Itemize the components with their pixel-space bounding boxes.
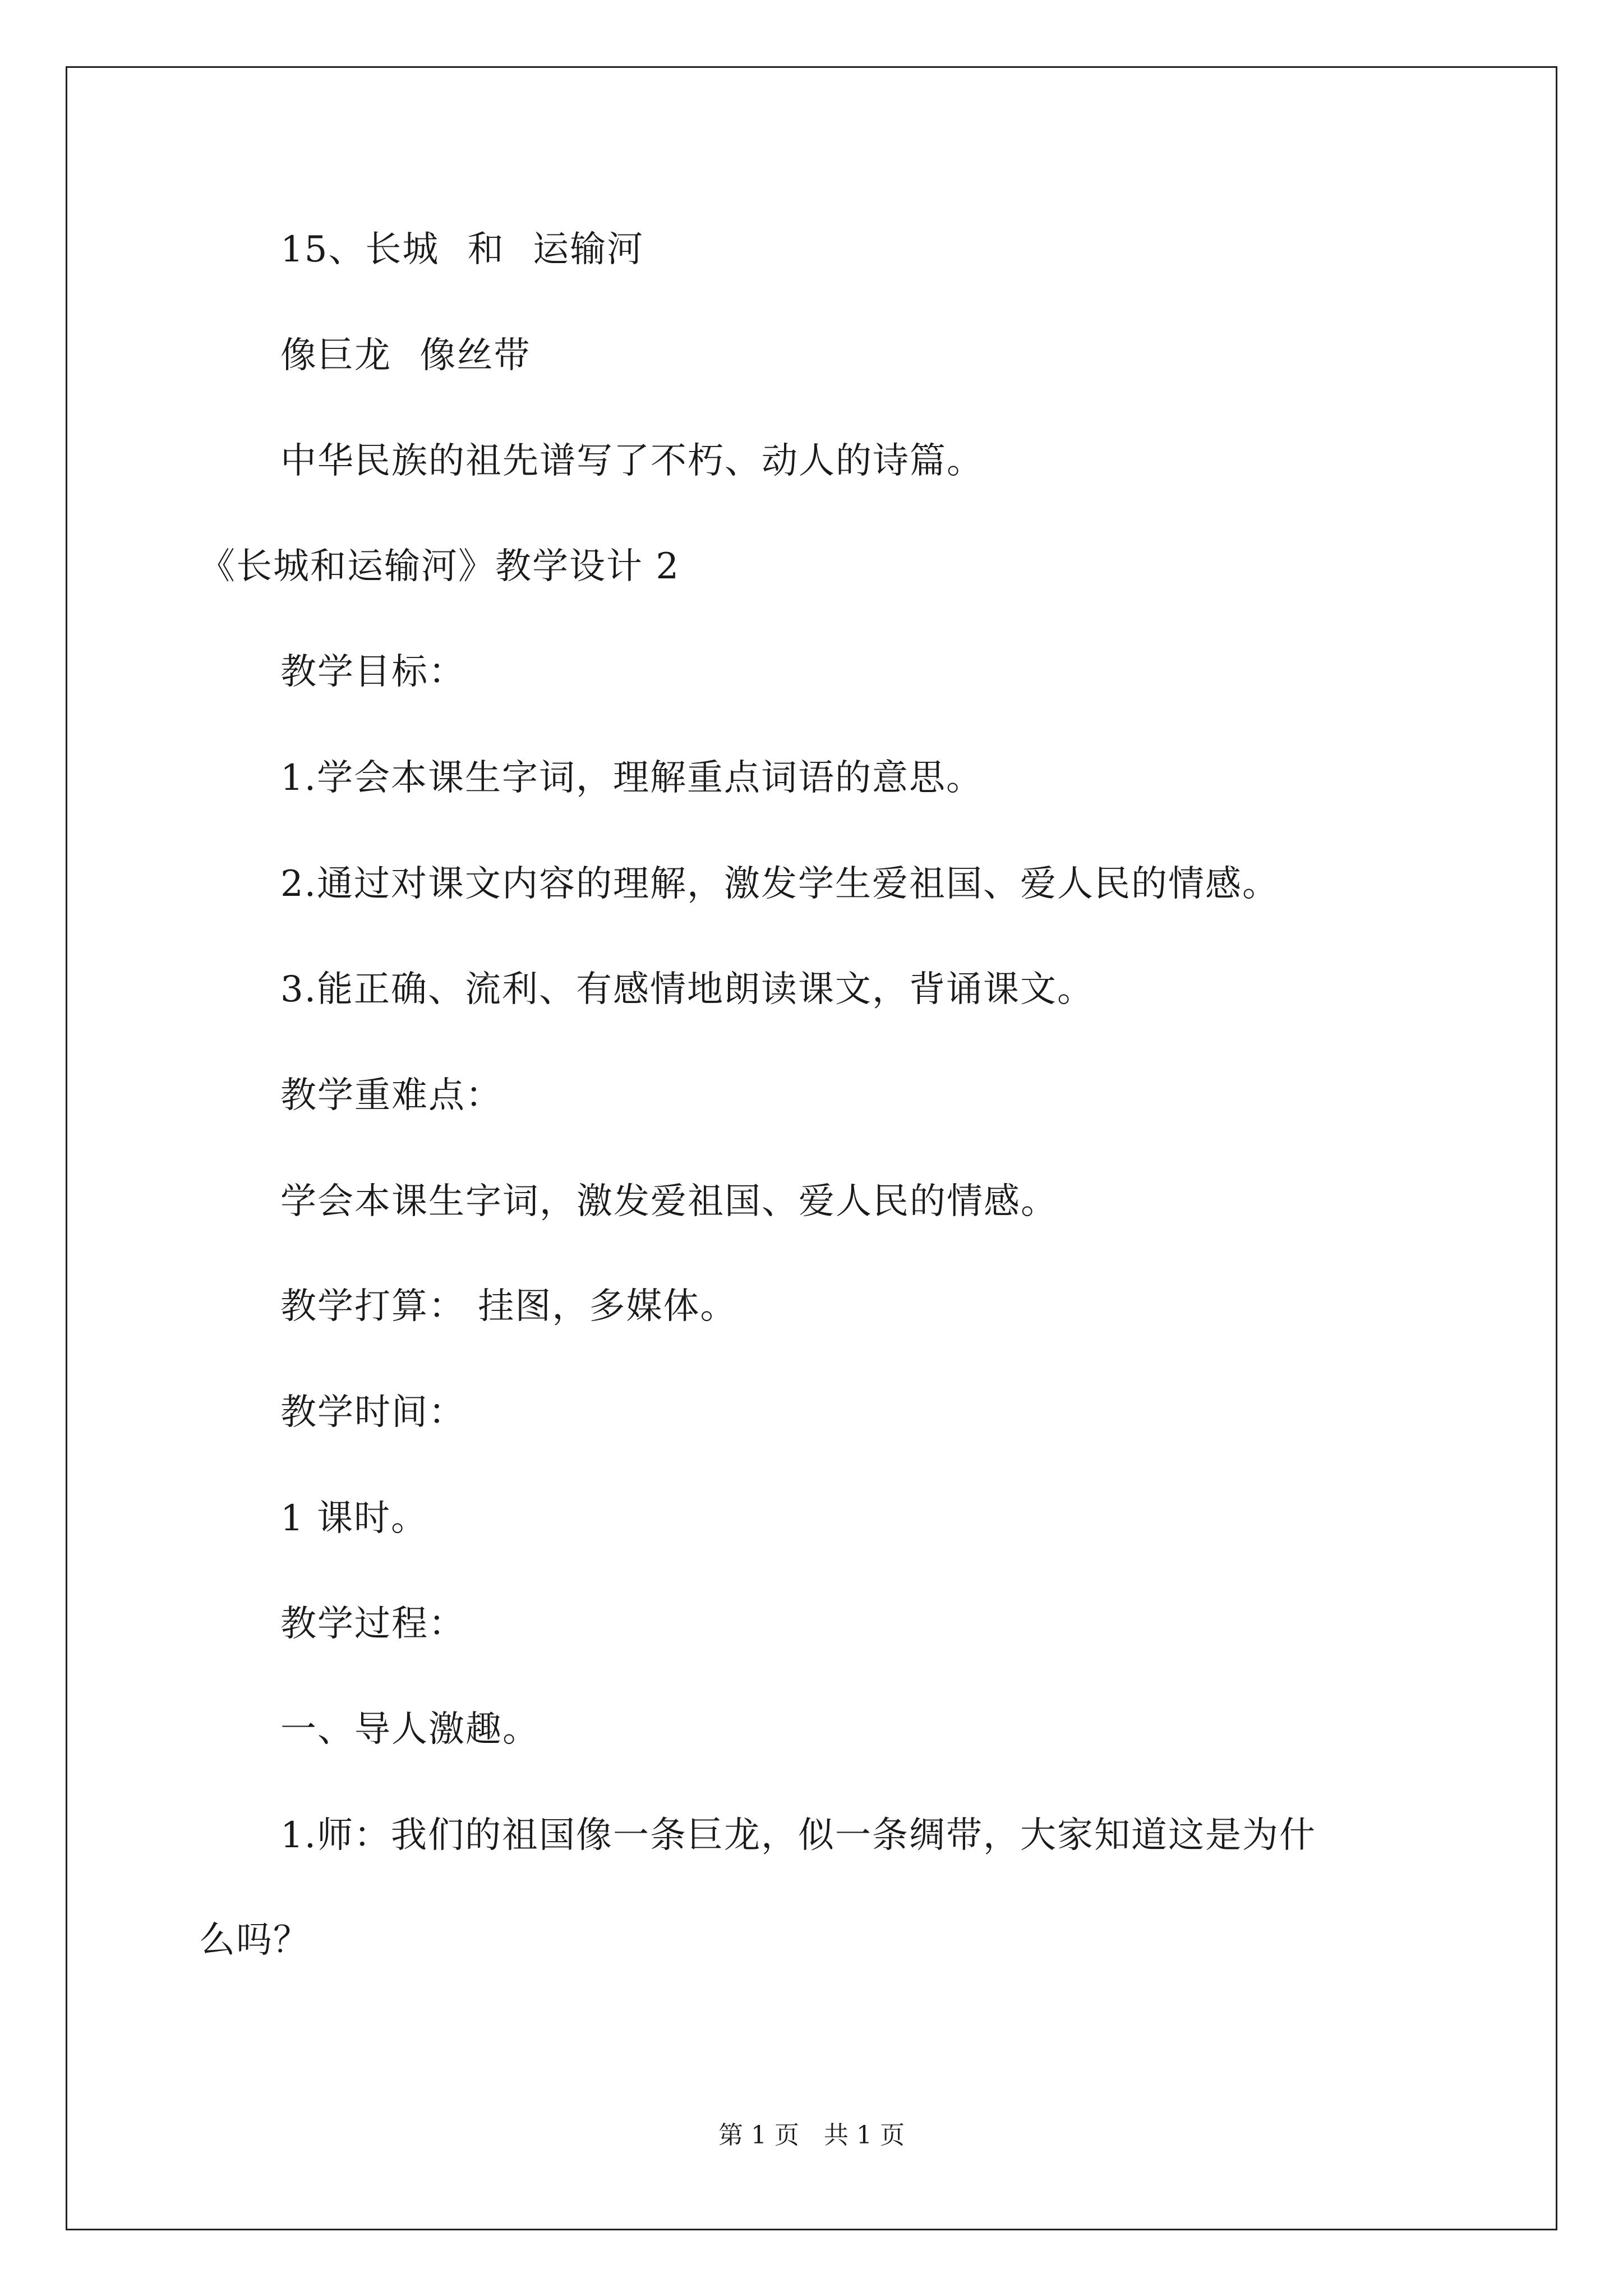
process-step-1-text-continued: 么吗？ <box>199 1920 310 1961</box>
objective-item-2: 2.通过对课文内容的理解，激发学生爱祖国、爱人民的情感。 <box>280 863 1280 905</box>
section-heading: 《长城和运输河》教学设计 2 <box>199 546 680 587</box>
objective-item-1: 1.学会本课生字词，理解重点词语的意思。 <box>280 757 984 799</box>
process-heading: 教学过程： <box>280 1603 465 1645</box>
objectives-heading: 教学目标： <box>280 651 465 693</box>
board-line-title: 15、长城 和 运输河 <box>280 229 644 270</box>
process-step-1-text: 1.师：我们的祖国像一条巨龙，似一条绸带，大家知道这是为什 <box>280 1815 1317 1856</box>
preparation-text: 教学打算： 挂图，多媒体。 <box>280 1286 737 1327</box>
page-footer: 第 1 页 共 1 页 <box>718 2121 905 2150</box>
board-line-summary: 中华民族的祖先谱写了不朽、动人的诗篇。 <box>280 440 984 482</box>
key-points-heading: 教学重难点： <box>280 1075 502 1116</box>
objective-item-3: 3.能正确、流利、有感情地朗读课文，背诵课文。 <box>280 969 1095 1010</box>
key-points-text: 学会本课生字词，激发爱祖国、爱人民的情感。 <box>280 1181 1058 1222</box>
process-step-1-heading: 一、导人激趣。 <box>280 1709 540 1750</box>
duration-text: 1 课时。 <box>280 1498 428 1539</box>
duration-heading: 教学时间： <box>280 1392 465 1433</box>
page-border <box>66 66 1557 2230</box>
board-line-metaphor: 像巨龙 像丝带 <box>280 335 531 376</box>
